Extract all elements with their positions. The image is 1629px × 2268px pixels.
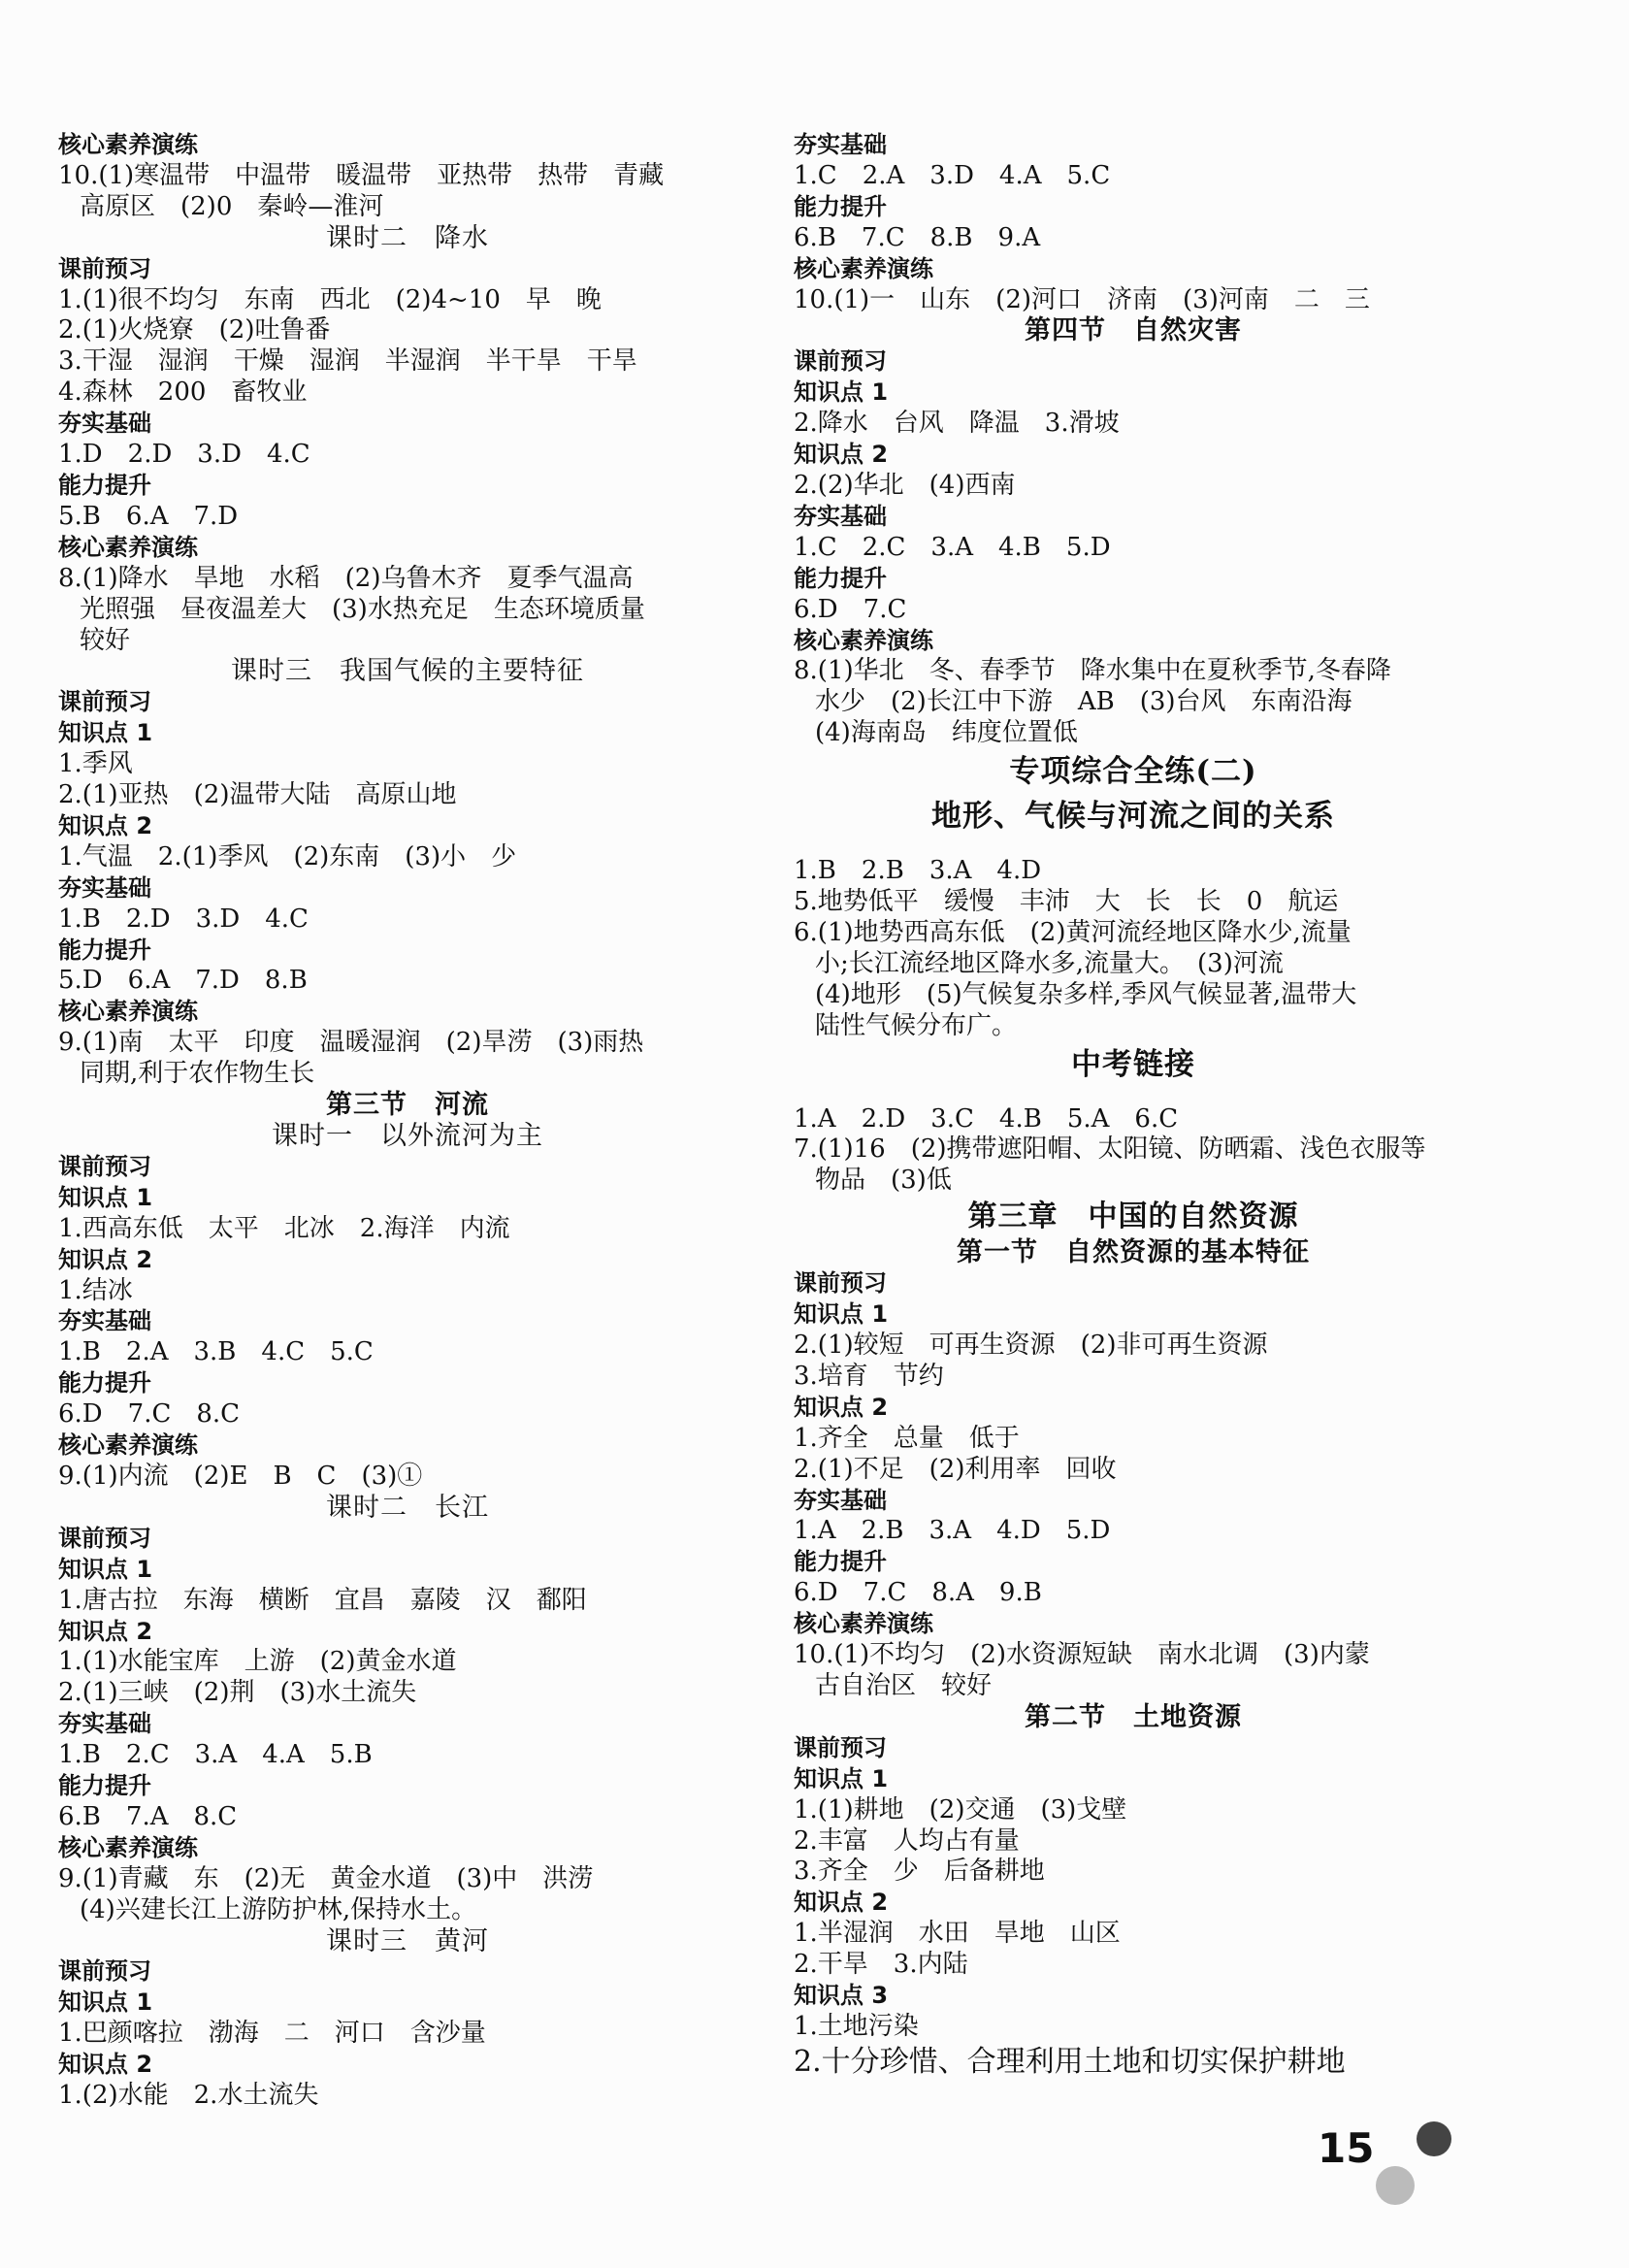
answer-line: 6.D 7.C 8.C	[58, 1399, 241, 1430]
answer-line: 较好	[80, 625, 131, 655]
answer-line: 陆性气候分布广。	[815, 1010, 1018, 1040]
section-heading: 核心素养演练	[58, 1431, 198, 1460]
spacer	[794, 838, 1473, 856]
section-heading: 知识点 2	[794, 1393, 889, 1421]
section-heading: 课前预习	[58, 1152, 151, 1180]
section-heading: 能力提升	[58, 1369, 151, 1397]
answer-line: 3.培育 节约	[794, 1361, 944, 1391]
answer-line: 3.干湿 湿润 干燥 湿润 半湿润 半干旱 干旱	[58, 346, 637, 377]
answer-line: 9.(1)青藏 东 (2)无 黄金水道 (3)中 洪涝	[58, 1863, 594, 1893]
lesson-title: 课时三 黄河	[326, 1925, 489, 1956]
section-heading: 课前预习	[58, 1524, 151, 1552]
section-heading: 课前预习	[794, 1733, 887, 1761]
answer-line: 1.结冰	[58, 1275, 133, 1305]
lesson-title: 地形、气候与河流之间的关系	[931, 799, 1335, 835]
lesson-title: 课时二 长江	[326, 1492, 489, 1523]
answer-line: 水少 (2)长江中下游 AB (3)台风 东南沿海	[815, 687, 1352, 717]
section-heading: 知识点 1	[58, 1989, 153, 2017]
answer-line: 1.(2)水能 2.水土流失	[58, 2081, 319, 2111]
answer-line: 1.D 2.D 3.D 4.C	[58, 440, 310, 470]
answer-line: (4)兴建长江上游防护林,保持水土。	[80, 1894, 477, 1924]
answer-line: 1.唐古拉 东海 横断 宜昌 嘉陵 汉 鄱阳	[58, 1585, 587, 1615]
lesson-title: 第三章 中国的自然资源	[967, 1200, 1299, 1234]
answer-line: 2.(2)华北 (4)西南	[794, 470, 1016, 500]
section-heading: 核心素养演练	[58, 1833, 198, 1861]
answer-line: 4.森林 200 畜牧业	[58, 378, 308, 408]
section-heading: 能力提升	[794, 192, 887, 220]
answer-line: 1.A 2.B 3.A 4.D 5.D	[794, 1516, 1111, 1546]
answer-line: 2.(1)火烧寮 (2)吐鲁番	[58, 315, 331, 345]
answer-line: 2.(1)不足 (2)利用率 回收	[794, 1454, 1117, 1484]
lesson-title: 第一节 自然资源的基本特征	[957, 1237, 1310, 1268]
decorative-dot	[1376, 2166, 1415, 2205]
answer-line: 物品 (3)低	[815, 1166, 952, 1196]
answer-line: 2.(1)较短 可再生资源 (2)非可再生资源	[794, 1331, 1268, 1360]
answer-line: 5.地势低平 缓慢 丰沛 大 长 长 0 航运	[794, 887, 1339, 917]
lesson-title: 第三节 河流	[326, 1090, 489, 1121]
section-heading: 夯实基础	[58, 1307, 151, 1335]
left-column	[58, 130, 757, 2112]
section-heading: 知识点 2	[58, 811, 153, 839]
answer-line: 6.B 7.A 8.C	[58, 1801, 238, 1831]
section-heading: 夯实基础	[794, 1486, 887, 1514]
lesson-title: 专项综合全练(二)	[1009, 754, 1257, 790]
section-heading: 核心素养演练	[794, 1610, 933, 1638]
answer-line: 1.B 2.C 3.A 4.A 5.B	[58, 1740, 373, 1770]
answer-line: 1.B 2.D 3.D 4.C	[58, 904, 309, 934]
section-heading: 知识点 3	[794, 1982, 889, 2010]
answer-line: 1.半湿润 水田 旱地 山区	[794, 1919, 1121, 1949]
answer-line: 1.B 2.B 3.A 4.D	[794, 856, 1042, 886]
section-heading: 核心素养演练	[58, 131, 198, 158]
section-heading: 核心素养演练	[794, 254, 933, 282]
section-heading: 核心素养演练	[58, 533, 198, 561]
section-heading: 能力提升	[794, 1548, 887, 1576]
answer-line: 2.降水 台风 降温 3.滑坡	[794, 409, 1120, 439]
lesson-title: 第二节 土地资源	[1025, 1701, 1242, 1732]
section-heading: 核心素养演练	[58, 998, 198, 1026]
answer-line: 1.A 2.D 3.C 4.B 5.A 6.C	[794, 1103, 1179, 1134]
answer-line: 同期,利于农作物生长	[80, 1059, 315, 1089]
section-heading: 课前预习	[58, 688, 151, 716]
answer-line: 8.(1)华北 冬、春季节 降水集中在夏秋季节,冬春降	[794, 656, 1391, 686]
answer-line: 7.(1)16 (2)携带遮阳帽、太阳镜、防晒霜、浅色衣服等	[794, 1134, 1426, 1165]
right-column	[794, 130, 1473, 2082]
answer-line: 1.气温 2.(1)季风 (2)东南 (3)小 少	[58, 841, 517, 871]
section-heading: 能力提升	[794, 564, 887, 592]
page-number: 15	[1318, 2124, 1375, 2172]
lesson-title: 课时二 降水	[326, 222, 489, 253]
section-heading: 知识点 1	[794, 1300, 889, 1329]
answer-line: 1.B 2.A 3.B 4.C 5.C	[58, 1337, 374, 1367]
answer-line: 1.巴颜喀拉 渤海 二 河口 含沙量	[58, 2019, 486, 2049]
answer-line: 2.(1)亚热 (2)温带大陆 高原山地	[58, 780, 457, 810]
section-heading: 夯实基础	[794, 131, 887, 158]
answer-line: 5.B 6.A 7.D	[58, 501, 239, 531]
answer-line: 1.(1)耕地 (2)交通 (3)戈壁	[794, 1794, 1127, 1824]
answer-line: 10.(1)寒温带 中温带 暖温带 亚热带 热带 青藏	[58, 160, 665, 190]
answer-line: 1.齐全 总量 低于	[794, 1423, 1020, 1453]
answer-line: 1.C 2.A 3.D 4.A 5.C	[794, 160, 1111, 190]
section-heading: 知识点 1	[58, 1183, 153, 1211]
lesson-title: 第四节 自然灾害	[1025, 315, 1242, 346]
answer-line: 10.(1)不均匀 (2)水资源短缺 南水北调 (3)内蒙	[794, 1640, 1370, 1670]
lesson-title: 中考链接	[1071, 1046, 1195, 1082]
lesson-title: 课时一 以外流河为主	[272, 1121, 543, 1151]
section-heading: 知识点 2	[58, 1617, 153, 1645]
answer-line: 2.十分珍惜、合理利用土地和切实保护耕地	[794, 2044, 1346, 2079]
section-heading: 知识点 2	[58, 1245, 153, 1273]
answer-line: 9.(1)南 太平 印度 温暖湿润 (2)旱涝 (3)雨热	[58, 1028, 644, 1058]
answer-line: 高原区 (2)0 秦岭—淮河	[80, 191, 384, 221]
section-heading: 课前预习	[794, 347, 887, 376]
answer-line: 1.西高东低 太平 北冰 2.海洋 内流	[58, 1213, 510, 1243]
answer-line: (4)海南岛 纬度位置低	[815, 718, 1078, 748]
section-heading: 课前预习	[58, 254, 151, 282]
spacer	[794, 1087, 1473, 1104]
answer-line: 6.B 7.C 8.B 9.A	[794, 222, 1041, 252]
section-heading: 课前预习	[794, 1269, 887, 1298]
answer-line: 古自治区 较好	[815, 1670, 993, 1700]
answer-line: 小;长江流经地区降水多,流量大。 (3)河流	[815, 948, 1284, 978]
section-heading: 知识点 2	[794, 441, 889, 469]
lesson-title: 课时三 我国气候的主要特征	[231, 656, 584, 687]
answer-line: 1.土地污染	[794, 2011, 919, 2041]
section-heading: 能力提升	[58, 1772, 151, 1800]
section-heading: 课前预习	[58, 1957, 151, 1986]
answer-line: 5.D 6.A 7.D 8.B	[58, 966, 308, 996]
answer-line: 3.齐全 少 后备耕地	[794, 1857, 1045, 1887]
answer-line: 2.(1)三峡 (2)荆 (3)水土流失	[58, 1678, 417, 1708]
answer-line: 8.(1)降水 旱地 水稻 (2)乌鲁木齐 夏季气温高	[58, 563, 634, 593]
section-heading: 知识点 1	[58, 1555, 153, 1583]
section-heading: 能力提升	[58, 471, 151, 499]
answer-line: 1.季风	[58, 749, 133, 779]
answer-line: 1.(1)水能宝库 上游 (2)黄金水道	[58, 1647, 457, 1677]
answer-line: 1.(1)很不均匀 东南 西北 (2)4~10 早 晚	[58, 284, 602, 314]
answer-line: 2.丰富 人均占有量	[794, 1825, 1020, 1856]
section-heading: 知识点 1	[58, 719, 153, 747]
answer-line: 1.C 2.C 3.A 4.B 5.D	[794, 532, 1111, 562]
section-heading: 核心素养演练	[794, 626, 933, 654]
section-heading: 夯实基础	[58, 1710, 151, 1738]
section-heading: 能力提升	[58, 936, 151, 964]
answer-line: 10.(1)一 山东 (2)河口 济南 (3)河南 二 三	[794, 284, 1370, 314]
answer-line: 6.D 7.C 8.A 9.B	[794, 1578, 1042, 1608]
answer-line: 光照强 昼夜温差大 (3)水热充足 生态环境质量	[80, 594, 645, 624]
answer-line: 6.D 7.C	[794, 594, 907, 624]
section-heading: 知识点 1	[794, 1764, 889, 1792]
section-heading: 夯实基础	[58, 410, 151, 438]
answer-line: 9.(1)内流 (2)E B C (3)①	[58, 1461, 423, 1491]
section-heading: 知识点 1	[794, 378, 889, 407]
answer-line: 6.(1)地势西高东低 (2)黄河流经地区降水少,流量	[794, 917, 1352, 947]
answer-line: 2.干旱 3.内陆	[794, 1950, 968, 1980]
section-heading: 夯实基础	[58, 873, 151, 902]
decorative-dot	[1417, 2121, 1451, 2156]
section-heading: 知识点 2	[794, 1889, 889, 1917]
section-heading: 知识点 2	[58, 2051, 153, 2079]
section-heading: 夯实基础	[794, 502, 887, 530]
answer-line: (4)地形 (5)气候复杂多样,季风气候显著,温带大	[815, 979, 1357, 1009]
